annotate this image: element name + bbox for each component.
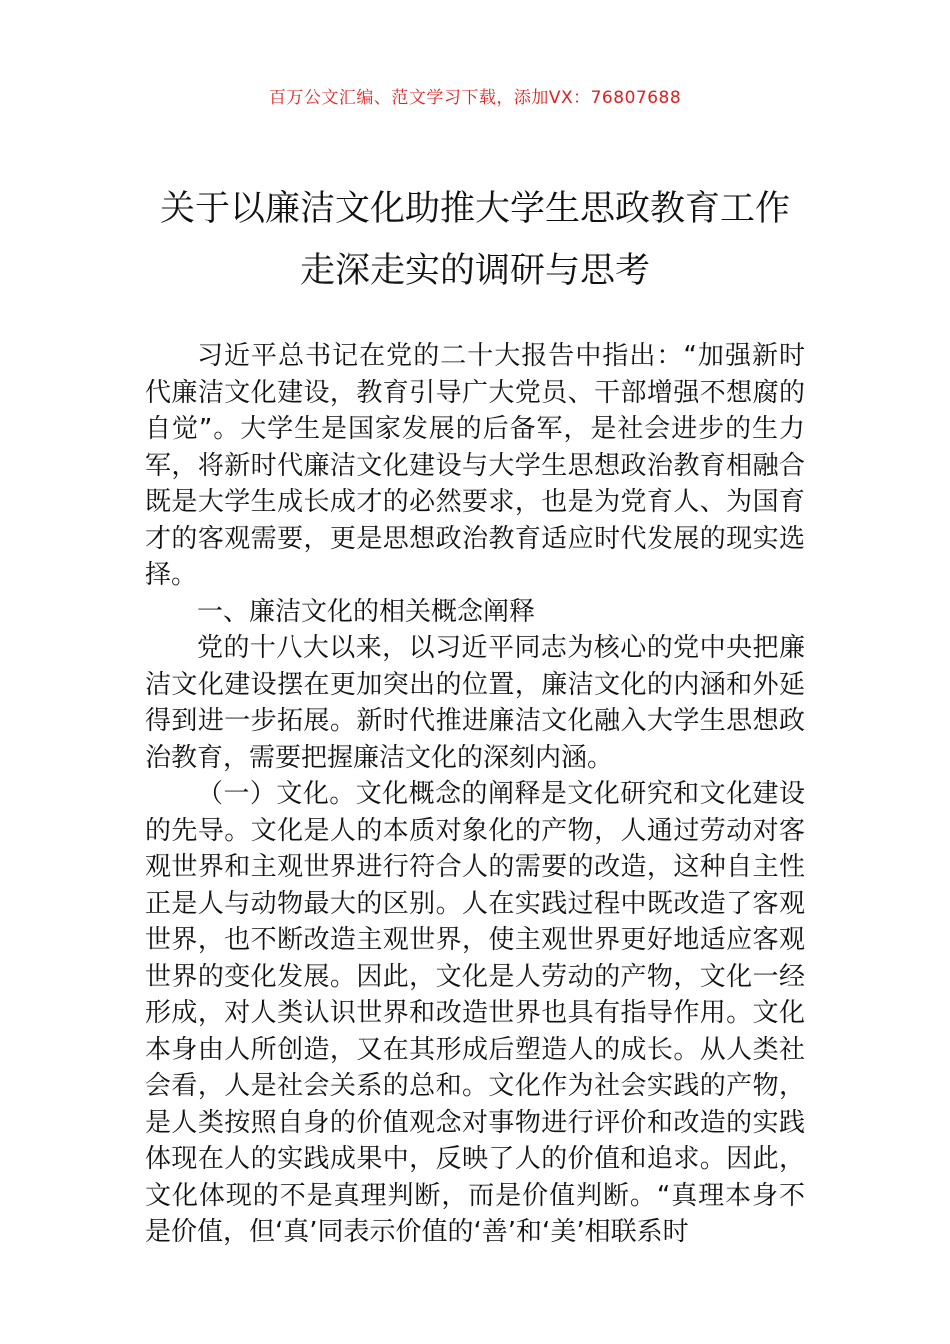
document-title — [120, 178, 830, 302]
document-body — [145, 338, 805, 1251]
paragraph-section-1: 党的十八大以来，以习近平同志为核心的党中央把廉洁文化建设摆在更加突出的位置，廉洁文化的内涵和外延得到进一步拓展。新时代推进廉洁文化融入大学生思想政治教育，需要把握廉洁文化的深刻内涵。 — [145, 633, 805, 773]
section-heading-1: 一、廉洁文化的相关概念阐释 — [197, 596, 536, 627]
title-line-2: 走深走实的调研与思考 — [299, 251, 650, 291]
paragraph-culture: （一）文化。文化概念的阐释是文化研究和文化建设的先导。文化是人的本质对象化的产物，人通过劳动对客观世界和主观世界进行符合人的需要的改造，这种自主性正是人与动物最大的区别。人在实践过程中既改造了客观世界，也不断改造主观世界，使主观世界更好地适应客观世界的变化发展。因此，文化是人劳动的产物，文化一经形成，对人类认识世界和改造世界也具有指导作用。文化本身由人所创造，又在其形成后塑造人的成长。从人类社会看，人是社会关系的总和。文化作为社会实践的产物，是人类按照自身的价值观念对事物进行评价和改造的实践体现在人的实践成果中，反映了人的价值和追求。因此，文化体现的不是真理判断，而是价值判断。“真理本身不是价值，但‘真’同表示价值的‘善’和‘美’相联系时 — [145, 779, 805, 1247]
header-watermark-note: 百万公文汇编、范文学习下载，添加VX：76807688 — [268, 88, 682, 108]
paragraph-intro: 习近平总书记在党的二十大报告中指出：“加强新时代廉洁文化建设，教育引导广大党员、干部增强不想腐的自觉”。大学生是国家发展的后备军，是社会进步的生力军，将新时代廉洁文化建设与大学生思想政治教育相融合既是大学生成长成才的必然要求，也是为党育人、为国育才的客观需要，更是思想政治教育适应时代发展的现实选择。 — [145, 341, 805, 590]
title-line-1: 关于以廉洁文化助推大学生思政教育工作 — [159, 189, 790, 229]
